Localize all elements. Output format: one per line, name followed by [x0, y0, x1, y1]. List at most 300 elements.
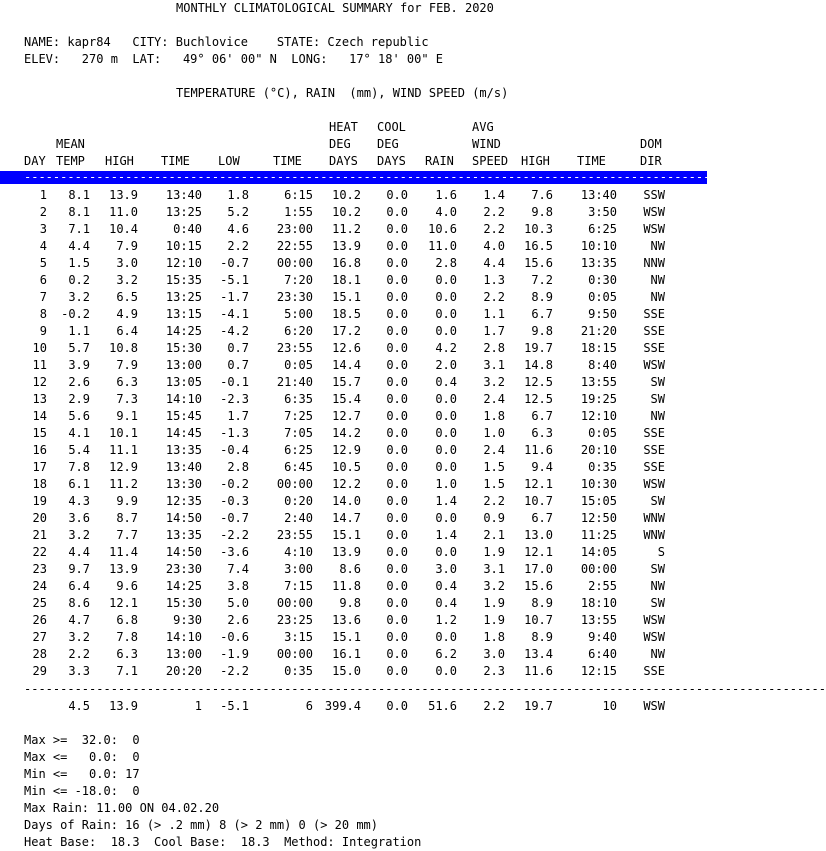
cell-rain: 0.0	[435, 664, 457, 678]
table-row	[0, 255, 707, 272]
units-line: TEMPERATURE (°C), RAIN (mm), WIND SPEED (m/s)	[176, 86, 509, 100]
separator-dashes: ---------------------------------------------------------------------------------------------------------------	[24, 170, 826, 184]
header-wind-time: TIME	[577, 154, 606, 168]
cell-high-time: 13:00	[165, 358, 202, 372]
cell-cool-deg-days: 0.0	[386, 630, 408, 644]
cell-high-temp: 11.2	[109, 477, 138, 491]
table-row	[0, 374, 707, 391]
cell-dom-dir: SW	[650, 494, 665, 508]
cell-rain: 0.0	[435, 324, 457, 338]
cell-avg-wind-speed: 2.4	[483, 392, 505, 406]
cell-heat-deg-days: 14.7	[332, 511, 361, 525]
cell-mean-temp: 5.6	[68, 409, 90, 423]
cell-low-temp: -4.1	[220, 307, 249, 321]
cell-high-temp: 13.9	[109, 699, 138, 713]
cell-avg-wind-speed: 1.0	[483, 426, 505, 440]
cell-dom-dir: NW	[650, 409, 665, 423]
cell-wind-high-time: 0:05	[588, 290, 617, 304]
cell-avg-wind-speed: 3.1	[483, 562, 505, 576]
cell-heat-deg-days: 399.4	[324, 699, 361, 713]
cell-avg-wind-speed: 2.4	[483, 443, 505, 457]
cell-high-time: 13:25	[165, 205, 202, 219]
cell-rain: 10.6	[428, 222, 457, 236]
cell-heat-deg-days: 18.5	[332, 307, 361, 321]
cell-avg-wind-speed: 3.2	[483, 579, 505, 593]
cell-high-temp: 9.1	[116, 409, 138, 423]
header-heat-deg: DEG	[329, 137, 351, 151]
cell-high-temp: 7.7	[116, 528, 138, 542]
bottom-separator: ---------------------------------------------------------------------------------------------------------------	[24, 682, 826, 696]
cell-low-temp: -2.2	[220, 664, 249, 678]
cell-low-temp: 0.7	[227, 341, 249, 355]
cell-wind-high: 6.7	[531, 409, 553, 423]
cell-rain: 0.0	[435, 443, 457, 457]
cell-low-time: 23:25	[276, 613, 313, 627]
cell-day: 22	[32, 545, 47, 559]
cell-mean-temp: 6.4	[68, 579, 90, 593]
cell-low-temp: 5.0	[227, 596, 249, 610]
cell-wind-high-time: 10:30	[580, 477, 617, 491]
cell-heat-deg-days: 12.6	[332, 341, 361, 355]
cell-rain: 4.2	[435, 341, 457, 355]
cell-cool-deg-days: 0.0	[386, 511, 408, 525]
cell-cool-deg-days: 0.0	[386, 579, 408, 593]
cell-low-temp: 5.2	[227, 205, 249, 219]
table-row	[0, 306, 707, 323]
cell-high-time: 23:30	[165, 562, 202, 576]
cell-low-time: 23:30	[276, 290, 313, 304]
cell-heat-deg-days: 17.2	[332, 324, 361, 338]
cell-wind-high-time: 9:40	[588, 630, 617, 644]
table-row	[0, 595, 707, 612]
cell-low-time: 0:20	[284, 494, 313, 508]
cell-mean-temp: 9.7	[68, 562, 90, 576]
station-name-line: NAME: kapr84 CITY: Buchlovice STATE: Czech republic	[24, 35, 429, 49]
cell-heat-deg-days: 8.6	[339, 562, 361, 576]
cell-high-time: 15:30	[165, 596, 202, 610]
cell-cool-deg-days: 0.0	[386, 358, 408, 372]
cell-cool-deg-days: 0.0	[386, 222, 408, 236]
cell-low-time: 23:55	[276, 528, 313, 542]
cell-high-temp: 12.9	[109, 460, 138, 474]
header-low: LOW	[218, 154, 240, 168]
cell-wind-high-time: 14:05	[580, 545, 617, 559]
cell-high-temp: 13.9	[109, 562, 138, 576]
cell-high-temp: 10.4	[109, 222, 138, 236]
cell-day: 14	[32, 409, 47, 423]
cell-dom-dir: NW	[650, 273, 665, 287]
cell-high-temp: 8.7	[116, 511, 138, 525]
cell-wind-high: 19.7	[524, 341, 553, 355]
cell-avg-wind-speed: 3.1	[483, 358, 505, 372]
cell-heat-deg-days: 10.5	[332, 460, 361, 474]
cell-heat-deg-days: 18.1	[332, 273, 361, 287]
table-row	[0, 459, 707, 476]
cell-high-temp: 6.5	[116, 290, 138, 304]
cell-low-time: 4:10	[284, 545, 313, 559]
cell-heat-deg-days: 16.8	[332, 256, 361, 270]
cell-day: 11	[32, 358, 47, 372]
cell-wind-high-time: 19:25	[580, 392, 617, 406]
cell-high-temp: 13.9	[109, 188, 138, 202]
cell-rain: 1.6	[435, 188, 457, 202]
cell-cool-deg-days: 0.0	[386, 239, 408, 253]
cell-avg-wind-speed: 1.9	[483, 596, 505, 610]
cell-day: 29	[32, 664, 47, 678]
cell-dom-dir: SSE	[643, 460, 665, 474]
highlight-separator	[0, 170, 826, 184]
cell-wind-high: 8.9	[531, 596, 553, 610]
cell-low-time: 0:35	[284, 664, 313, 678]
cell-cool-deg-days: 0.0	[386, 699, 408, 713]
cell-high-time: 13:40	[165, 188, 202, 202]
station-elevation-line: ELEV: 270 m LAT: 49° 06' 00" N LONG: 17° 18' 00" E	[24, 52, 444, 66]
header-wind: WIND	[472, 137, 501, 151]
cell-high-time: 1	[194, 699, 202, 713]
cell-cool-deg-days: 0.0	[386, 477, 408, 491]
cell-low-time: 1:55	[284, 205, 313, 219]
cell-cool-deg-days: 0.0	[386, 562, 408, 576]
cell-low-time: 5:00	[284, 307, 313, 321]
cell-avg-wind-speed: 1.7	[483, 324, 505, 338]
cell-dom-dir: NW	[650, 579, 665, 593]
cell-wind-high-time: 13:55	[580, 375, 617, 389]
cell-high-temp: 11.0	[109, 205, 138, 219]
cell-rain: 0.0	[435, 545, 457, 559]
cell-mean-temp: 4.5	[68, 699, 90, 713]
cell-wind-high-time: 18:15	[580, 341, 617, 355]
cell-avg-wind-speed: 2.2	[483, 205, 505, 219]
cell-low-time: 7:05	[284, 426, 313, 440]
cell-high-temp: 11.4	[109, 545, 138, 559]
cell-wind-high: 11.6	[524, 443, 553, 457]
table-row	[0, 629, 707, 646]
cell-day: 17	[32, 460, 47, 474]
cell-rain: 1.2	[435, 613, 457, 627]
cell-low-temp: -0.7	[220, 511, 249, 525]
cell-high-time: 14:50	[165, 545, 202, 559]
table-row	[0, 578, 707, 595]
cell-dom-dir: SSE	[643, 443, 665, 457]
cell-dom-dir: NW	[650, 647, 665, 661]
table-row	[0, 187, 707, 204]
cell-heat-deg-days: 13.9	[332, 239, 361, 253]
cell-day: 15	[32, 426, 47, 440]
cell-low-temp: -1.9	[220, 647, 249, 661]
cell-heat-deg-days: 15.1	[332, 290, 361, 304]
cell-low-temp: 2.8	[227, 460, 249, 474]
cell-rain: 0.4	[435, 375, 457, 389]
cell-mean-temp: 4.3	[68, 494, 90, 508]
cell-low-time: 00:00	[276, 596, 313, 610]
cell-heat-deg-days: 9.8	[339, 596, 361, 610]
table-row	[0, 238, 707, 255]
cell-rain: 0.0	[435, 273, 457, 287]
header-row-2	[0, 136, 707, 153]
cell-day: 13	[32, 392, 47, 406]
cell-wind-high-time: 15:05	[580, 494, 617, 508]
cell-high-time: 14:25	[165, 579, 202, 593]
cell-day: 4	[39, 239, 47, 253]
footer-line: Max Rain: 11.00 ON 04.02.20	[24, 801, 220, 815]
cell-low-temp: -0.3	[220, 494, 249, 508]
cell-low-time: 0:05	[284, 358, 313, 372]
cell-low-temp: -0.7	[220, 256, 249, 270]
cell-wind-high-time: 12:15	[580, 664, 617, 678]
cell-low-temp: -0.4	[220, 443, 249, 457]
cell-low-time: 6	[305, 699, 313, 713]
cell-high-time: 13:00	[165, 647, 202, 661]
cell-day: 25	[32, 596, 47, 610]
cell-cool-deg-days: 0.0	[386, 188, 408, 202]
cell-mean-temp: 3.2	[68, 290, 90, 304]
cell-wind-high-time: 6:40	[588, 647, 617, 661]
cell-wind-high-time: 12:10	[580, 409, 617, 423]
cell-cool-deg-days: 0.0	[386, 341, 408, 355]
header-heat-days: DAYS	[329, 154, 358, 168]
table-row	[0, 391, 707, 408]
cell-wind-high: 9.4	[531, 460, 553, 474]
cell-low-time: 3:00	[284, 562, 313, 576]
cell-wind-high-time: 9:50	[588, 307, 617, 321]
cell-low-time: 7:25	[284, 409, 313, 423]
cell-dom-dir: WSW	[643, 613, 665, 627]
cell-wind-high: 10.7	[524, 494, 553, 508]
cell-low-temp: -5.1	[220, 699, 249, 713]
cell-wind-high-time: 18:10	[580, 596, 617, 610]
cell-dom-dir: NW	[650, 239, 665, 253]
cell-avg-wind-speed: 2.2	[483, 699, 505, 713]
cell-wind-high: 15.6	[524, 256, 553, 270]
cell-cool-deg-days: 0.0	[386, 324, 408, 338]
header-dom: DOM	[640, 137, 662, 151]
cell-dom-dir: WNW	[643, 528, 665, 542]
footer-line: Days of Rain: 16 (> .2 mm) 8 (> 2 mm) 0 (> 20 mm)	[24, 818, 379, 832]
cell-day: 9	[39, 324, 47, 338]
header-heat: HEAT	[329, 120, 358, 134]
cell-cool-deg-days: 0.0	[386, 596, 408, 610]
cell-wind-high-time: 11:25	[580, 528, 617, 542]
cell-low-time: 6:35	[284, 392, 313, 406]
table-row	[0, 510, 707, 527]
cell-high-time: 14:10	[165, 630, 202, 644]
cell-avg-wind-speed: 2.2	[483, 222, 505, 236]
cell-high-time: 13:05	[165, 375, 202, 389]
cell-rain: 0.0	[435, 307, 457, 321]
cell-rain: 1.0	[435, 477, 457, 491]
cell-dom-dir: SSE	[643, 341, 665, 355]
cell-mean-temp: 7.8	[68, 460, 90, 474]
cell-low-time: 7:15	[284, 579, 313, 593]
cell-low-temp: 4.6	[227, 222, 249, 236]
cell-wind-high: 10.3	[524, 222, 553, 236]
cell-low-temp: 1.8	[227, 188, 249, 202]
cell-high-time: 13:25	[165, 290, 202, 304]
cell-day: 18	[32, 477, 47, 491]
table-row	[0, 561, 707, 578]
cell-cool-deg-days: 0.0	[386, 392, 408, 406]
header-avg: AVG	[472, 120, 494, 134]
cell-high-time: 14:25	[165, 324, 202, 338]
cell-day: 10	[32, 341, 47, 355]
cell-high-time: 14:50	[165, 511, 202, 525]
cell-cool-deg-days: 0.0	[386, 290, 408, 304]
cell-avg-wind-speed: 2.2	[483, 290, 505, 304]
cell-dom-dir: SW	[650, 596, 665, 610]
cell-low-time: 00:00	[276, 647, 313, 661]
cell-day: 6	[39, 273, 47, 287]
cell-heat-deg-days: 10.2	[332, 205, 361, 219]
footer-line: Heat Base: 18.3 Cool Base: 18.3 Method: Integration	[24, 835, 422, 849]
cell-mean-temp: 2.6	[68, 375, 90, 389]
cell-high-temp: 4.9	[116, 307, 138, 321]
cell-low-temp: 2.2	[227, 239, 249, 253]
cell-avg-wind-speed: 1.1	[483, 307, 505, 321]
cell-wind-high-time: 13:40	[580, 188, 617, 202]
cell-avg-wind-speed: 1.8	[483, 409, 505, 423]
cell-low-time: 6:45	[284, 460, 313, 474]
cell-day: 21	[32, 528, 47, 542]
cell-heat-deg-days: 15.7	[332, 375, 361, 389]
cell-low-temp: 1.7	[227, 409, 249, 423]
cell-wind-high: 12.5	[524, 375, 553, 389]
cell-low-temp: -0.6	[220, 630, 249, 644]
header-row-3	[0, 153, 707, 170]
header-high: HIGH	[105, 154, 134, 168]
cell-cool-deg-days: 0.0	[386, 307, 408, 321]
cell-low-time: 23:55	[276, 341, 313, 355]
cell-mean-temp: 4.4	[68, 545, 90, 559]
cell-avg-wind-speed: 1.8	[483, 630, 505, 644]
cell-wind-high: 13.4	[524, 647, 553, 661]
footer-line: Min <= -18.0: 0	[24, 784, 140, 798]
cell-avg-wind-speed: 1.3	[483, 273, 505, 287]
cell-dom-dir: WNW	[643, 511, 665, 525]
table-row	[0, 289, 707, 306]
footer-line: Min <= 0.0: 17	[24, 767, 140, 781]
cell-cool-deg-days: 0.0	[386, 426, 408, 440]
cell-avg-wind-speed: 2.8	[483, 341, 505, 355]
cell-mean-temp: 8.6	[68, 596, 90, 610]
cell-mean-temp: 3.2	[68, 528, 90, 542]
cell-cool-deg-days: 0.0	[386, 375, 408, 389]
header-day: DAY	[24, 154, 46, 168]
cell-wind-high: 6.7	[531, 307, 553, 321]
cell-avg-wind-speed: 2.3	[483, 664, 505, 678]
header-temp: TEMP	[56, 154, 85, 168]
cell-wind-high-time: 8:40	[588, 358, 617, 372]
cell-heat-deg-days: 15.1	[332, 630, 361, 644]
cell-avg-wind-speed: 1.9	[483, 545, 505, 559]
cell-low-time: 3:15	[284, 630, 313, 644]
cell-low-time: 22:55	[276, 239, 313, 253]
cell-rain: 1.4	[435, 528, 457, 542]
cell-wind-high-time: 13:55	[580, 613, 617, 627]
cell-heat-deg-days: 10.2	[332, 188, 361, 202]
cell-dom-dir: NW	[650, 290, 665, 304]
cell-high-temp: 9.9	[116, 494, 138, 508]
table-row	[0, 425, 707, 442]
cell-dom-dir: WSW	[643, 699, 665, 713]
cell-avg-wind-speed: 2.2	[483, 494, 505, 508]
table-row	[0, 323, 707, 340]
cell-avg-wind-speed: 3.2	[483, 375, 505, 389]
cell-mean-temp: 4.4	[68, 239, 90, 253]
table-row	[0, 663, 707, 680]
cell-dom-dir: SSE	[643, 324, 665, 338]
cell-mean-temp: -0.2	[61, 307, 90, 321]
table-row	[0, 476, 707, 493]
cell-heat-deg-days: 14.0	[332, 494, 361, 508]
cell-mean-temp: 2.2	[68, 647, 90, 661]
cell-wind-high: 10.7	[524, 613, 553, 627]
cell-wind-high: 15.6	[524, 579, 553, 593]
cell-avg-wind-speed: 1.5	[483, 477, 505, 491]
cell-day: 24	[32, 579, 47, 593]
cell-low-temp: -1.3	[220, 426, 249, 440]
cell-heat-deg-days: 12.2	[332, 477, 361, 491]
cell-mean-temp: 4.7	[68, 613, 90, 627]
cell-high-temp: 10.8	[109, 341, 138, 355]
cell-mean-temp: 6.1	[68, 477, 90, 491]
cell-low-temp: -0.2	[220, 477, 249, 491]
table-row	[0, 612, 707, 629]
cell-wind-high-time: 13:35	[580, 256, 617, 270]
cell-wind-high-time: 10:10	[580, 239, 617, 253]
cell-rain: 6.2	[435, 647, 457, 661]
footer-line: Max <= 0.0: 0	[24, 750, 140, 764]
cell-low-temp: -4.2	[220, 324, 249, 338]
cell-high-temp: 3.0	[116, 256, 138, 270]
cell-cool-deg-days: 0.0	[386, 460, 408, 474]
cell-rain: 0.0	[435, 409, 457, 423]
cell-avg-wind-speed: 0.9	[483, 511, 505, 525]
cell-mean-temp: 8.1	[68, 188, 90, 202]
header-wind-high: HIGH	[521, 154, 550, 168]
cell-cool-deg-days: 0.0	[386, 528, 408, 542]
cell-avg-wind-speed: 2.1	[483, 528, 505, 542]
cell-high-temp: 6.3	[116, 647, 138, 661]
cell-dom-dir: WSW	[643, 222, 665, 236]
header-time: TIME	[161, 154, 190, 168]
cell-rain: 0.0	[435, 392, 457, 406]
cell-day: 3	[39, 222, 47, 236]
cell-high-time: 13:35	[165, 443, 202, 457]
header-cool-deg: DEG	[377, 137, 399, 151]
cell-dom-dir: WSW	[643, 630, 665, 644]
cell-day: 16	[32, 443, 47, 457]
cell-high-temp: 7.9	[116, 239, 138, 253]
cell-day: 5	[39, 256, 47, 270]
cell-high-time: 14:10	[165, 392, 202, 406]
cell-dom-dir: NNW	[643, 256, 665, 270]
cell-high-temp: 6.8	[116, 613, 138, 627]
cell-heat-deg-days: 14.4	[332, 358, 361, 372]
cell-wind-high: 13.0	[524, 528, 553, 542]
cell-wind-high: 19.7	[524, 699, 553, 713]
cell-cool-deg-days: 0.0	[386, 409, 408, 423]
cell-high-time: 12:35	[165, 494, 202, 508]
cell-day: 23	[32, 562, 47, 576]
cell-high-time: 15:30	[165, 341, 202, 355]
header-dir: DIR	[640, 154, 662, 168]
cell-wind-high-time: 00:00	[580, 562, 617, 576]
cell-mean-temp: 8.1	[68, 205, 90, 219]
cell-dom-dir: SW	[650, 392, 665, 406]
cell-high-time: 14:45	[165, 426, 202, 440]
cell-wind-high-time: 3:50	[588, 205, 617, 219]
cell-wind-high: 6.7	[531, 511, 553, 525]
